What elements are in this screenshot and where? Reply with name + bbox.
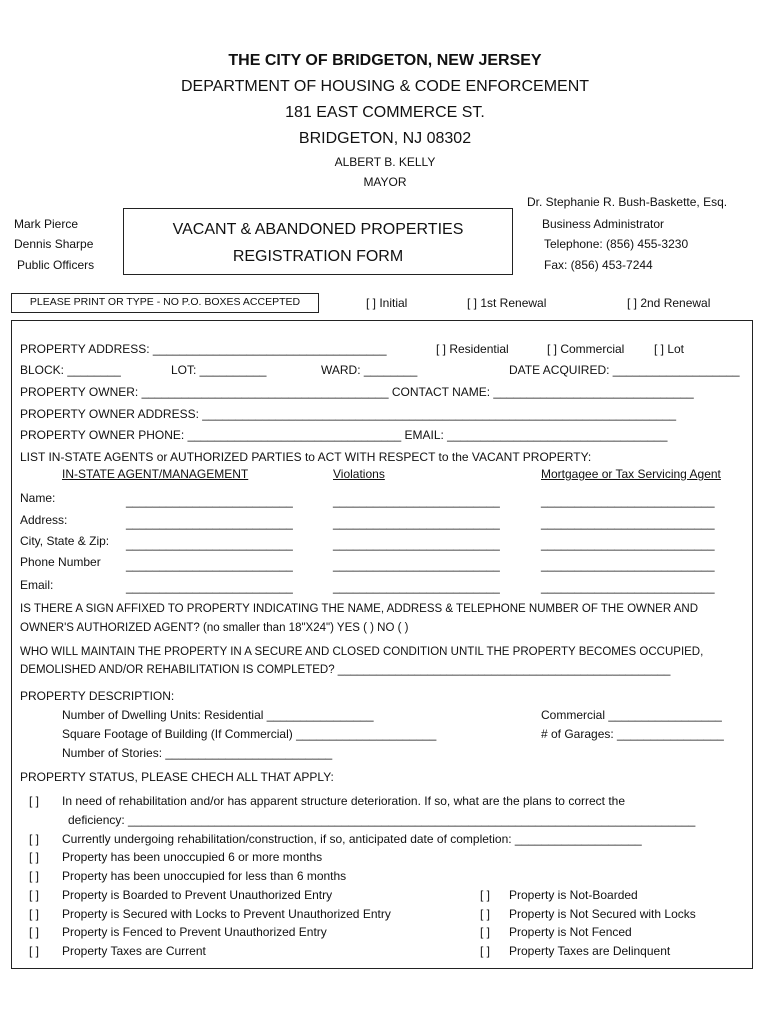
sign-question-line2[interactable]: OWNER'S AUTHORIZED AGENT? (no smaller than 18"X24") YES ( ) NO ( )	[20, 622, 409, 634]
admin-phone: Telephone: (856) 455-3230	[544, 237, 689, 251]
agent-row-label: Name:	[20, 491, 56, 505]
violations-blank[interactable]: _________________________	[333, 494, 500, 508]
status-item: Property is Not-Boarded	[509, 888, 638, 902]
date-acquired-field[interactable]: DATE ACQUIRED: ___________________	[509, 363, 740, 377]
violations-blank[interactable]: _________________________	[333, 537, 500, 551]
status-item: Property is Boarded to Prevent Unauthorized Entry	[62, 888, 333, 902]
agent-row-label: Address:	[20, 513, 68, 527]
mayor-title: MAYOR	[363, 175, 407, 189]
dwelling-units-field[interactable]: Number of Dwelling Units: Residential ________________	[62, 708, 374, 722]
status-item: Property has been unoccupied for less than 6 months	[62, 869, 347, 883]
admin-name: Dr. Stephanie R. Bush-Baskette, Esq.	[527, 195, 728, 209]
status-item: Property is Not Fenced	[509, 925, 632, 939]
mortgagee-blank[interactable]: __________________________	[541, 558, 715, 572]
admin-title: Business Administrator	[542, 217, 665, 231]
garages-field[interactable]: # of Garages: ________________	[541, 727, 724, 741]
status-item: Property Taxes are Delinquent	[509, 944, 671, 958]
print-notice: PLEASE PRINT OR TYPE - NO P.O. BOXES ACCEPTED	[29, 296, 301, 308]
agent-row-label: Phone Number	[20, 555, 101, 569]
street-address: 181 EAST COMMERCE ST.	[285, 104, 485, 121]
agent-row-label: Email:	[20, 578, 54, 592]
mortgagee-col-heading: Mortgagee or Tax Servicing Agent	[541, 467, 721, 481]
agent-col-heading: IN-STATE AGENT/MANAGEMENT	[62, 467, 249, 481]
rehab-deficiency-field[interactable]: deficiency: _____________________________________________________________________________________	[68, 813, 696, 827]
print-notice-box	[11, 293, 319, 313]
officer-1: Mark Pierce	[14, 217, 79, 231]
status-item: Property Taxes are Current	[62, 944, 206, 958]
mortgagee-blank[interactable]: __________________________	[541, 580, 715, 594]
officer-2: Dennis Sharpe	[14, 237, 94, 251]
maintain-question-line1: WHO WILL MAINTAIN THE PROPERTY IN A SECURE AND CLOSED CONDITION UNTIL THE PROPERTY BECOMES OCCUPIED,	[20, 646, 704, 658]
status-checkbox[interactable]: [ ]	[29, 832, 40, 846]
status-checkbox[interactable]: [ ]	[480, 907, 491, 921]
violations-col-heading: Violations	[333, 467, 385, 481]
commercial-units-field[interactable]: Commercial _________________	[541, 708, 722, 722]
admin-fax: Fax: (856) 453-7244	[544, 258, 653, 272]
form-title-line1: VACANT & ABANDONED PROPERTIES	[172, 221, 464, 238]
status-checkbox[interactable]: [ ]	[29, 944, 40, 958]
mortgagee-blank[interactable]: __________________________	[541, 537, 715, 551]
square-footage-field[interactable]: Square Footage of Building (If Commercial) _____________________	[62, 727, 437, 741]
rehab-need-line1: In need of rehabilitation and/or has apparent structure deterioration. If so, what are the plans to correct the	[62, 794, 626, 808]
violations-blank[interactable]: _________________________	[333, 580, 500, 594]
status-checkbox[interactable]: [ ]	[29, 907, 40, 921]
property-owner-field[interactable]: PROPERTY OWNER: _____________________________________ CONTACT NAME: ______________________________	[20, 385, 694, 399]
lot-checkbox[interactable]: [ ] Lot	[654, 342, 685, 356]
block-field[interactable]: BLOCK: ________	[20, 363, 121, 377]
status-checkbox[interactable]: [ ]	[29, 888, 40, 902]
maintain-question-line2[interactable]: DEMOLISHED AND/OR REHABILITATION IS COMPLETED? ____________________________________________________	[20, 664, 671, 676]
first-renewal-checkbox[interactable]: [ ] 1st Renewal	[467, 296, 547, 310]
mortgagee-blank[interactable]: __________________________	[541, 516, 715, 530]
agent-row-label: City, State & Zip:	[20, 534, 110, 548]
agent-blank[interactable]: _________________________	[126, 558, 293, 572]
status-heading: PROPERTY STATUS, PLEASE CHECH ALL THAT APPLY:	[20, 770, 334, 784]
status-item: Property is Fenced to Prevent Unauthorized Entry	[62, 925, 327, 939]
city-state-zip: BRIDGETON, NJ 08302	[298, 130, 472, 147]
status-item: Property has been unoccupied 6 or more months	[62, 850, 323, 864]
violations-blank[interactable]: _________________________	[333, 558, 500, 572]
mortgagee-blank[interactable]: __________________________	[541, 494, 715, 508]
status-item: Property is Not Secured with Locks	[509, 907, 696, 921]
status-checkbox[interactable]: [ ]	[480, 888, 491, 902]
status-checkbox[interactable]: [ ]	[29, 925, 40, 939]
status-checkbox[interactable]: [ ]	[29, 869, 40, 883]
status-checkbox[interactable]: [ ]	[480, 925, 491, 939]
sign-question-line1: IS THERE A SIGN AFFIXED TO PROPERTY INDICATING THE NAME, ADDRESS & TELEPHONE NUMBER OF THE OWNER AND	[20, 603, 699, 615]
stories-field[interactable]: Number of Stories: _________________________	[62, 746, 333, 760]
owner-address-field[interactable]: PROPERTY OWNER ADDRESS: _______________________________________________________________________	[20, 407, 677, 421]
status-item: Currently undergoing rehabilitation/construction, if so, anticipated date of completion: ___________________	[62, 832, 642, 846]
commercial-checkbox[interactable]: [ ] Commercial	[547, 342, 625, 356]
second-renewal-checkbox[interactable]: [ ] 2nd Renewal	[627, 296, 711, 310]
mayor-name: ALBERT B. KELLY	[334, 155, 436, 169]
status-checkbox[interactable]: [ ]	[29, 794, 40, 808]
lot-field[interactable]: LOT: __________	[171, 363, 267, 377]
form-title-line2: REGISTRATION FORM	[232, 248, 404, 265]
status-item: Property is Secured with Locks to Prevent Unauthorized Entry	[62, 907, 391, 921]
property-address-field[interactable]: PROPERTY ADDRESS: ___________________________________	[20, 342, 387, 356]
agent-blank[interactable]: _________________________	[126, 580, 293, 594]
description-heading: PROPERTY DESCRIPTION:	[20, 689, 175, 703]
status-checkbox[interactable]: [ ]	[480, 944, 491, 958]
status-checkbox[interactable]: [ ]	[29, 850, 40, 864]
owner-phone-field[interactable]: PROPERTY OWNER PHONE: ________________________________ EMAIL: _________________________________	[20, 428, 668, 442]
agents-intro: LIST IN-STATE AGENTS or AUTHORIZED PARTIES to ACT WITH RESPECT to the VACANT PROPERTY:	[20, 450, 592, 464]
residential-checkbox[interactable]: [ ] Residential	[436, 342, 509, 356]
form-title-box	[123, 208, 513, 275]
violations-blank[interactable]: _________________________	[333, 516, 500, 530]
initial-checkbox[interactable]: [ ] Initial	[366, 296, 408, 310]
ward-field[interactable]: WARD: ________	[321, 363, 418, 377]
agent-blank[interactable]: _________________________	[126, 516, 293, 530]
department-heading: DEPARTMENT OF HOUSING & CODE ENFORCEMENT	[180, 78, 590, 95]
officers-title: Public Officers	[17, 258, 95, 272]
agent-blank[interactable]: _________________________	[126, 494, 293, 508]
agent-blank[interactable]: _________________________	[126, 537, 293, 551]
city-heading: THE CITY OF BRIDGETON, NEW JERSEY	[228, 52, 542, 69]
